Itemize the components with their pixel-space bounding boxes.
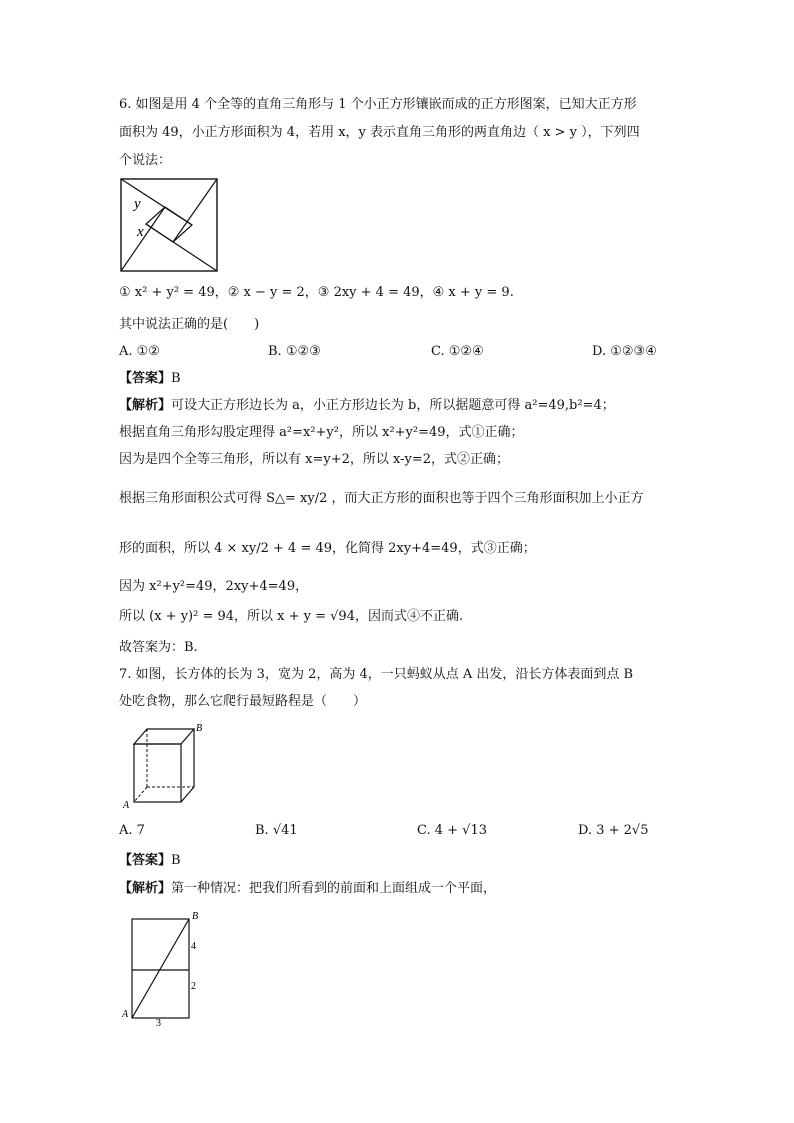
q6-question: 其中说法正确的是( ) <box>119 317 260 332</box>
net-label-4: 4 <box>191 941 196 952</box>
q6-option-c: C. ①②④ <box>431 344 484 359</box>
net-label-a: A <box>122 1009 129 1020</box>
q6-analysis-line-3: 因为是四个全等三角形，所以有 x=y+2，所以 x-y=2，式②正确； <box>119 452 510 467</box>
q6-stem-line-1: 6. 如图是用 4 个全等的直角三角形与 1 个小正方形镶嵌而成的正方形图案，已知大正方形 <box>119 97 637 112</box>
q6-option-a: A. ①② <box>119 344 160 359</box>
q6-analysis-line-5: 形的面积，所以 4 × xy/2 + 4 = 49，化简得 2xy+4=49，式③正确； <box>119 541 536 556</box>
q6-analysis-line-2: 根据直角三角形勾股定理得 a²=x²+y²，所以 x²+y²=49，式①正确； <box>119 425 524 440</box>
cuboid-label-a: A <box>123 800 130 811</box>
q7-option-a: A. 7 <box>119 823 145 838</box>
q7-stem-line-1: 7. 如图，长方体的长为 3，宽为 2，高为 4，一只蚂蚁从点 A 出发，沿长方体表面到点 B <box>119 667 634 682</box>
q6-analysis-line-6: 因为 x²+y²=49，2xy+4=49， <box>119 579 309 594</box>
unfolded-net-figure <box>120 906 210 1026</box>
q6-analysis-line-1: 【解析】可设大正方形边长为 a，小正方形边长为 b，所以据题意可得 a²=49,b²=4； <box>119 398 615 413</box>
answer-label: 【答案】 <box>119 371 172 386</box>
analysis-label: 【解析】 <box>119 881 172 896</box>
q6-answer <box>119 370 181 388</box>
q7-analysis-line-1: 【解析】第一种情况：把我们所看到的前面和上面组成一个平面， <box>119 881 497 896</box>
answer-value: B <box>171 853 181 868</box>
q6-analysis-line-4: 根据三角形面积公式可得 S△= xy/2 ，而大正方形的面积也等于四个三角形面积加上小正方 <box>119 491 644 506</box>
q7-option-d: D. 3 + 2√5 <box>578 823 649 838</box>
analysis-label: 【解析】 <box>119 398 172 413</box>
figure-label-y: y <box>134 196 141 212</box>
q6-stem-line-2: 面积为 49，小正方形面积为 4，若用 x，y 表示直角三角形的两直角边（ x > y ），下列四 <box>119 125 640 140</box>
answer-label: 【答案】 <box>119 853 172 868</box>
net-label-3: 3 <box>156 1018 161 1026</box>
answer-value: B <box>171 371 181 386</box>
q7-option-b: B. √41 <box>255 823 298 838</box>
q7-option-c: C. 4 + √13 <box>417 823 488 838</box>
net-label-2: 2 <box>191 981 196 992</box>
pinwheel-square-figure <box>120 178 218 272</box>
q6-statements: ① x² + y² = 49，② x − y = 2，③ 2xy + 4 = 49，④ x + y = 9. <box>119 285 514 300</box>
cuboid-figure <box>120 718 210 812</box>
q6-option-b: B. ①②③ <box>268 344 321 359</box>
q6-analysis-line-7: 所以 (x + y)² = 94，所以 x + y = √94，因而式④不正确. <box>119 609 464 624</box>
q7-answer <box>119 852 181 870</box>
q6-option-d: D. ①②③④ <box>592 344 657 359</box>
figure-label-x: x <box>137 224 144 240</box>
cuboid-label-b: B <box>196 723 203 734</box>
q6-analysis-line-8: 故答案为：B. <box>119 640 198 655</box>
q7-stem-line-2: 处吃食物，那么它爬行最短路程是（ ） <box>119 694 367 709</box>
net-label-b: B <box>192 911 199 922</box>
q6-stem-line-3: 个说法： <box>119 153 172 168</box>
